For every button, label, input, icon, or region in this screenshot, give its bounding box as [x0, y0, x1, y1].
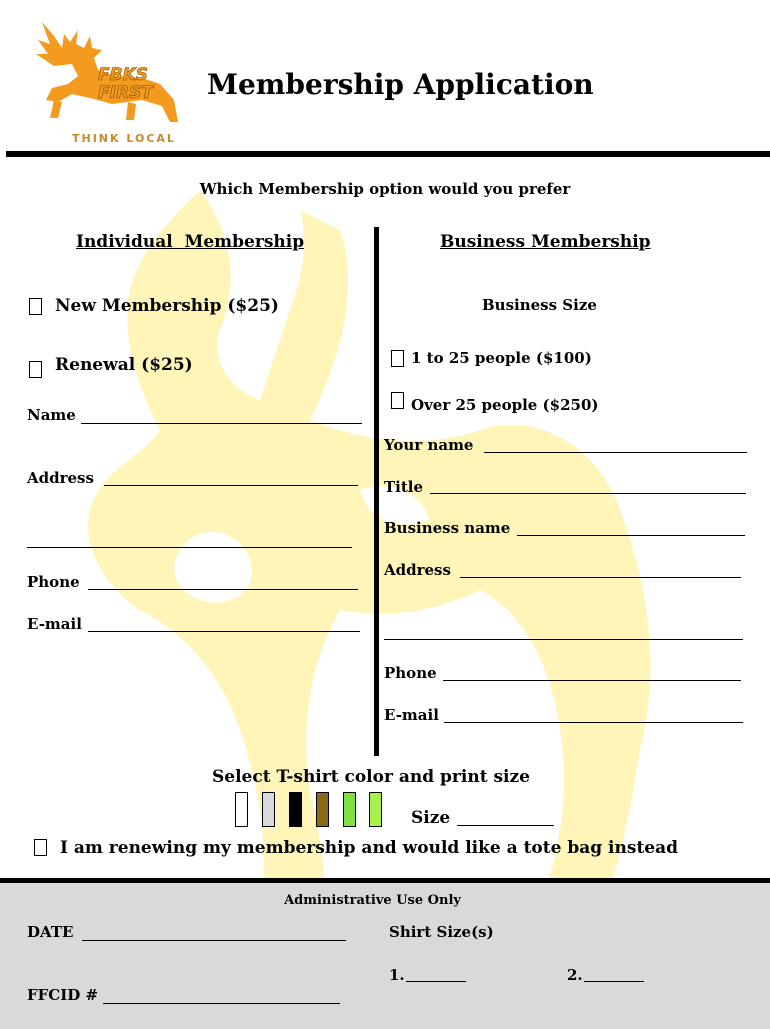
swatch-black[interactable]	[289, 792, 302, 827]
admin-size2-label: 2.	[567, 966, 583, 984]
business-size-label: Business Size	[482, 296, 597, 314]
individual-phone-label: Phone	[27, 573, 80, 591]
logo	[32, 14, 182, 149]
tshirt-size-field[interactable]	[457, 825, 554, 826]
swatch-light-gray[interactable]	[262, 792, 275, 827]
individual-heading: Individual Membership	[76, 232, 305, 252]
business-email-label: E-mail	[384, 706, 439, 724]
admin-size1-label: 1.	[389, 966, 405, 984]
page-title: Membership Application	[207, 68, 594, 101]
admin-size1-field[interactable]	[406, 981, 466, 982]
admin-date-field[interactable]	[82, 940, 346, 941]
membership-prompt: Which Membership option would you prefer	[199, 180, 571, 198]
size-over-25-label: Over 25 people ($250)	[411, 396, 599, 414]
individual-address-label: Address	[27, 469, 94, 487]
business-heading: Business Membership	[440, 232, 651, 252]
admin-shirt-sizes-label: Shirt Size(s)	[389, 923, 494, 941]
swatch-lime-green[interactable]	[369, 792, 382, 827]
logo-text-line1: FBKS	[98, 65, 148, 85]
business-your-name-field[interactable]	[484, 452, 747, 453]
business-email-field[interactable]	[444, 722, 743, 723]
business-address-line2-field[interactable]	[384, 639, 743, 640]
individual-phone-field[interactable]	[88, 589, 358, 590]
admin-size2-field[interactable]	[584, 981, 644, 982]
business-address-label: Address	[384, 561, 451, 579]
renewal-checkbox[interactable]	[29, 361, 42, 378]
tote-bag-label: I am renewing my membership and would like a tote bag instead	[60, 838, 679, 858]
new-membership-checkbox[interactable]	[29, 298, 42, 315]
individual-name-field[interactable]	[81, 423, 362, 424]
new-membership-label: New Membership ($25)	[55, 296, 279, 316]
individual-email-field[interactable]	[88, 631, 360, 632]
tote-bag-checkbox[interactable]	[34, 839, 47, 856]
business-title-label: Title	[384, 478, 424, 496]
admin-ffcid-label: FFCID #	[27, 986, 99, 1004]
tshirt-size-label: Size	[411, 808, 451, 828]
swatch-light-green[interactable]	[343, 792, 356, 827]
individual-name-label: Name	[27, 406, 76, 424]
business-title-field[interactable]	[430, 493, 746, 494]
business-your-name-label: Your name	[384, 436, 474, 454]
business-address-field[interactable]	[460, 577, 741, 578]
individual-address-field[interactable]	[104, 485, 358, 486]
admin-heading: Administrative Use Only	[284, 893, 461, 908]
individual-email-label: E-mail	[27, 615, 82, 633]
logo-text-line2: FIRST	[98, 83, 153, 103]
logo-tagline: THINK LOCAL	[72, 132, 176, 145]
business-name-field[interactable]	[517, 535, 745, 536]
tshirt-heading: Select T-shirt color and print size	[212, 767, 530, 787]
size-over-25-checkbox[interactable]	[391, 392, 404, 409]
size-1-25-label: 1 to 25 people ($100)	[411, 349, 592, 367]
size-1-25-checkbox[interactable]	[391, 350, 404, 367]
business-phone-label: Phone	[384, 664, 437, 682]
individual-address-line2-field[interactable]	[27, 547, 352, 548]
renewal-label: Renewal ($25)	[55, 355, 193, 375]
admin-ffcid-field[interactable]	[103, 1003, 340, 1004]
business-name-label: Business name	[384, 519, 511, 537]
swatch-brown[interactable]	[316, 792, 329, 827]
column-divider	[374, 227, 379, 756]
business-phone-field[interactable]	[443, 680, 741, 681]
admin-section	[0, 878, 770, 1029]
admin-date-label: DATE	[27, 923, 74, 941]
header-divider	[6, 151, 770, 157]
swatch-white[interactable]	[235, 792, 248, 827]
